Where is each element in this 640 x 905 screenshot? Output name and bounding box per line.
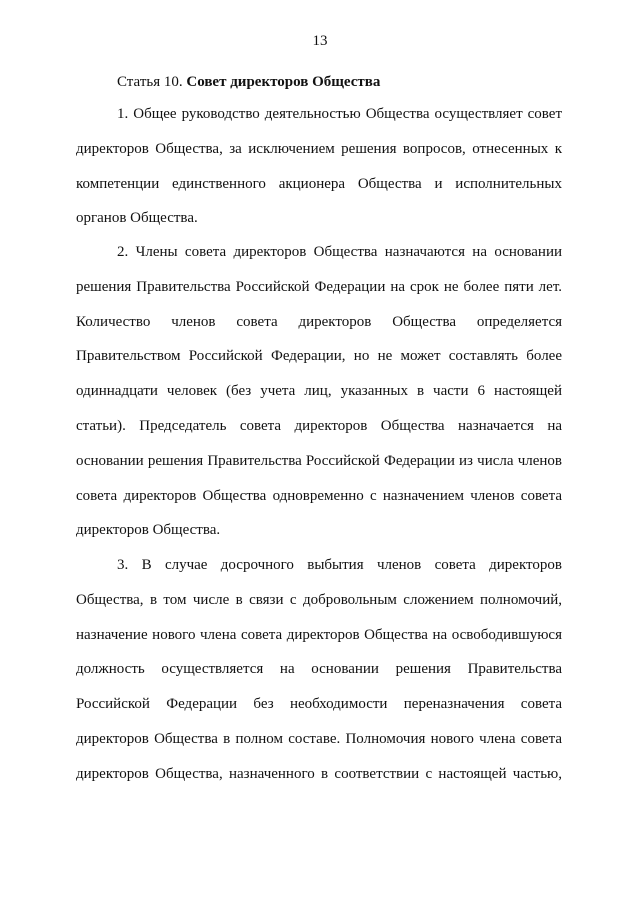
paragraph-1: [76, 104, 562, 243]
paragraph-line: совета директоров Общества одновременно с назначением членов совета: [76, 487, 562, 504]
paragraph-line: одиннадцати человек (без учета лиц, указанных в части 6 настоящей: [76, 383, 562, 400]
paragraph-line: должность осуществляется на основании решения Правительства: [76, 661, 562, 678]
paragraph-line: решения Правительства Российской Федерации на срок не более пяти лет.: [76, 278, 562, 295]
paragraph-line: компетенции единственного акционера Общества и исполнительных: [76, 175, 562, 192]
paragraph-line: Правительством Российской Федерации, но не может составлять более: [76, 348, 562, 365]
paragraph-line: директоров Общества в полном составе. Полномочия нового члена совета: [76, 730, 562, 747]
paragraph-line: директоров Общества, за исключением решения вопросов, отнесенных к: [76, 140, 562, 157]
paragraph-line: органов Общества.: [76, 210, 198, 227]
article-title: Совет директоров Общества: [186, 74, 381, 90]
article-heading: [117, 72, 380, 92]
page-number: 13: [312, 33, 328, 49]
paragraph-line: статьи). Председатель совета директоров Общества назначается на: [76, 417, 562, 434]
paragraph-3: [76, 555, 562, 799]
paragraph-line: 1. Общее руководство деятельностью Общества осуществляет совет: [117, 106, 562, 122]
paragraph-line: Общества, в том числе в связи с добровольным сложением полномочий,: [76, 591, 562, 608]
paragraph-line: директоров Общества, назначенного в соответствии с настоящей частью,: [76, 765, 562, 782]
paragraph-line: основании решения Правительства Российской Федерации из числа членов: [76, 452, 562, 469]
paragraph-line: Российской Федерации без необходимости переназначения совета: [76, 696, 562, 713]
article-prefix: Статья 10.: [117, 74, 187, 90]
paragraph-line: директоров Общества.: [76, 522, 221, 539]
paragraph-line: 2. Члены совета директоров Общества назначаются на основании: [117, 244, 562, 260]
paragraph-line: 3. В случае досрочного выбытия членов совета директоров: [117, 557, 562, 573]
paragraph-line: Количество членов совета директоров Общества определяется: [76, 313, 562, 330]
paragraph-line: назначение нового члена совета директоров Общества на освободившуюся: [76, 626, 562, 643]
paragraph-2: [76, 242, 562, 555]
